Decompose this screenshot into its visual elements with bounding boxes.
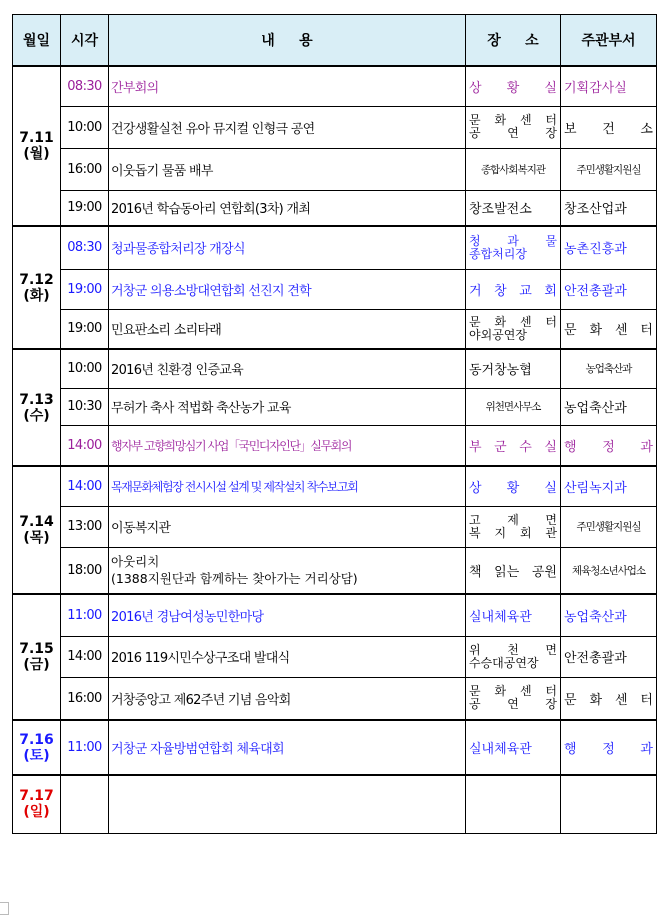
day-date: 7.17	[19, 788, 54, 805]
event-dept	[561, 775, 657, 833]
schedule-row	[13, 148, 657, 190]
event-dept	[561, 547, 657, 594]
schedule-row	[13, 349, 657, 388]
day-weekday: (금)	[23, 657, 50, 673]
event-content	[109, 349, 466, 388]
event-dept	[561, 309, 657, 349]
event-dept-text: 농업축산과	[585, 363, 632, 376]
event-time: 13:00	[61, 506, 109, 547]
event-time: 08:30	[61, 66, 109, 106]
event-content	[109, 547, 466, 594]
event-place-line: 실내체육관	[469, 609, 532, 625]
event-dept	[561, 388, 657, 425]
event-content-note: (1388지원단과 함께하는 찾아가는 거리상담)	[111, 571, 358, 587]
day-cell	[13, 720, 61, 775]
event-place	[466, 309, 561, 349]
event-content-text: 이동복지관	[111, 521, 171, 536]
event-dept-text: 안전총괄과	[564, 283, 627, 299]
event-dept	[561, 720, 657, 775]
event-content	[109, 425, 466, 466]
event-place	[466, 425, 561, 466]
event-content-text: 무허가 축사 적법화 축산농가 교육	[111, 401, 291, 416]
schedule-row	[13, 775, 657, 833]
event-place-line: 문 화 센 터	[469, 314, 557, 329]
day-cell	[13, 594, 61, 720]
event-dept-text: 농업축산과	[564, 401, 627, 416]
event-time: 10:00	[61, 349, 109, 388]
event-time: 18:00	[61, 547, 109, 594]
weekly-schedule-table	[12, 14, 657, 834]
event-place	[466, 720, 561, 775]
event-place-line: 책 읽는 공원	[469, 564, 557, 580]
event-place-line: 위천면사무소	[485, 401, 541, 413]
schedule-row	[13, 547, 657, 594]
event-place-line: 거 창 교 회	[469, 283, 557, 299]
schedule-row	[13, 106, 657, 148]
event-content	[109, 775, 466, 833]
day-date: 7.15	[19, 641, 54, 657]
event-place	[466, 636, 561, 677]
day-date: 7.14	[19, 514, 54, 530]
event-content	[109, 466, 466, 506]
schedule-row	[13, 190, 657, 226]
event-dept	[561, 594, 657, 636]
event-place	[466, 594, 561, 636]
event-content-text: 목재문화체험장 전시시설 설계 및 제작설치 착수보고회	[111, 479, 358, 494]
event-dept-text: 문 화 센 터	[564, 323, 653, 339]
event-dept	[561, 636, 657, 677]
event-place	[466, 66, 561, 106]
event-time: 14:00	[61, 636, 109, 677]
event-place-line: 청 과 물	[469, 233, 557, 248]
event-place-line: 수승대공연장	[469, 655, 539, 670]
event-place-line: 공 연 장	[469, 126, 557, 140]
day-cell	[13, 66, 61, 226]
event-dept	[561, 466, 657, 506]
event-content-text: 2016 119시민수상구조대 발대식	[111, 651, 290, 666]
event-dept-text: 안전총괄과	[564, 651, 627, 666]
event-dept	[561, 425, 657, 466]
event-place	[466, 106, 561, 148]
event-dept	[561, 269, 657, 309]
event-content-text: 거창중앙고 제62주년 기념 음악회	[111, 692, 291, 708]
event-place-line: 위 천 면	[469, 642, 557, 657]
event-dept-text: 창조산업과	[564, 202, 627, 218]
day-weekday: (목)	[23, 530, 50, 546]
event-place-line: 문 화 센 터	[469, 684, 557, 699]
event-place	[466, 388, 561, 425]
schedule-row	[13, 594, 657, 636]
event-time: 14:00	[61, 425, 109, 466]
day-cell	[13, 466, 61, 594]
day-weekday: (토)	[23, 747, 50, 764]
event-time	[61, 775, 109, 833]
event-dept	[561, 66, 657, 106]
event-dept-text: 산림녹지과	[564, 480, 627, 496]
day-cell	[13, 349, 61, 466]
event-place-line: 문 화 센 터	[469, 113, 557, 127]
event-time: 11:00	[61, 594, 109, 636]
header-dept: 주관부서	[561, 15, 657, 67]
event-place	[466, 226, 561, 269]
event-content	[109, 106, 466, 148]
event-place-line: 창조발전소	[469, 202, 532, 218]
event-place	[466, 349, 561, 388]
event-content	[109, 677, 466, 720]
schedule-row	[13, 388, 657, 425]
event-content	[109, 720, 466, 775]
event-content	[109, 190, 466, 226]
event-time: 19:00	[61, 309, 109, 349]
event-content-text: 건강생활실천 유아 뮤지컬 인형극 공연	[111, 121, 315, 137]
schedule-row	[13, 309, 657, 349]
schedule-row	[13, 425, 657, 466]
event-content-text: 민요판소리 소리타래	[111, 323, 222, 339]
event-content	[109, 66, 466, 106]
event-content-text: 2016년 학습동아리 연합회(3차) 개최	[111, 202, 311, 218]
page-corner-marker	[0, 902, 9, 915]
event-content-text: 2016년 경남여성농민한마당	[111, 609, 264, 625]
schedule-row	[13, 66, 657, 106]
event-content	[109, 309, 466, 349]
event-dept-text: 기획감사실	[564, 80, 627, 96]
day-date: 7.16	[19, 731, 54, 748]
schedule-row	[13, 226, 657, 269]
event-time: 11:00	[61, 720, 109, 775]
event-dept	[561, 190, 657, 226]
day-cell	[13, 226, 61, 349]
event-dept-text: 농촌진흥과	[564, 242, 627, 258]
event-place	[466, 269, 561, 309]
event-dept-text: 행 정 과	[564, 439, 653, 455]
event-place-line: 종합사회복지관	[480, 163, 545, 176]
event-place-line: 상 황 실	[469, 480, 557, 496]
day-weekday: (월)	[23, 146, 50, 162]
event-content	[109, 506, 466, 547]
event-content	[109, 226, 466, 269]
schedule-sheet	[12, 14, 657, 834]
event-time: 08:30	[61, 226, 109, 269]
event-dept-text: 보 건 소	[564, 121, 653, 137]
event-content	[109, 269, 466, 309]
event-place	[466, 775, 561, 833]
event-place-line: 복 지 회 관	[469, 525, 557, 540]
event-dept	[561, 677, 657, 720]
day-date: 7.11	[19, 130, 54, 146]
schedule-row	[13, 466, 657, 506]
event-content	[109, 148, 466, 190]
event-place	[466, 506, 561, 547]
header-day: 월일	[13, 15, 61, 67]
day-weekday: (일)	[23, 804, 50, 821]
event-dept-text: 행 정 과	[564, 742, 653, 757]
event-content-text: 청과물종합처리장 개장식	[111, 242, 245, 258]
event-dept-text: 주민생활지원실	[576, 163, 641, 176]
event-place	[466, 190, 561, 226]
header-time: 시각	[61, 15, 109, 67]
event-place-line: 동거창농협	[469, 363, 532, 379]
event-time: 16:00	[61, 148, 109, 190]
event-dept	[561, 226, 657, 269]
event-content	[109, 388, 466, 425]
event-content	[109, 594, 466, 636]
event-dept-text: 주민생활지원실	[576, 521, 641, 533]
schedule-row	[13, 677, 657, 720]
event-place	[466, 677, 561, 720]
schedule-body	[13, 66, 657, 833]
day-weekday: (수)	[23, 407, 50, 424]
schedule-row	[13, 720, 657, 775]
event-place-line: 종합처리장	[469, 246, 527, 261]
event-time: 16:00	[61, 677, 109, 720]
event-place-line: 고 제 면	[469, 512, 557, 527]
event-dept-text: 농업축산과	[564, 609, 627, 625]
day-cell	[13, 775, 61, 833]
event-content-text: 거창군 의용소방대연합회 선진지 견학	[111, 283, 312, 299]
event-dept	[561, 349, 657, 388]
day-weekday: (화)	[23, 287, 50, 304]
event-place-line: 상 황 실	[469, 80, 557, 96]
event-time: 10:00	[61, 106, 109, 148]
header-row	[13, 15, 657, 67]
event-time: 19:00	[61, 190, 109, 226]
event-place	[466, 547, 561, 594]
schedule-row	[13, 269, 657, 309]
event-place	[466, 148, 561, 190]
header-place: 장 소	[466, 15, 561, 67]
event-place-line: 공 연 장	[469, 697, 557, 712]
event-place-line: 야외공연장	[469, 327, 527, 342]
schedule-row	[13, 506, 657, 547]
event-content-text: 거창군 자율방범연합회 체육대회	[111, 742, 284, 757]
event-dept	[561, 148, 657, 190]
event-dept-text: 문 화 센 터	[564, 692, 653, 708]
event-content-text: 2016년 친환경 인증교육	[111, 363, 244, 379]
event-content	[109, 636, 466, 677]
event-time: 10:30	[61, 388, 109, 425]
event-content-text: 이웃돕기 물품 배부	[111, 163, 213, 179]
event-dept	[561, 506, 657, 547]
event-content-text: 아웃리치	[111, 554, 160, 570]
event-content-text: 행자부 고향희망심기 사업「국민디자인단」실무회의	[111, 438, 352, 453]
event-place-line: 실내체육관	[469, 742, 532, 757]
event-place-line: 부 군 수 실	[469, 439, 557, 455]
day-date: 7.13	[19, 391, 54, 408]
event-dept-text: 체육청소년사업소	[571, 564, 646, 577]
event-time: 19:00	[61, 269, 109, 309]
header-content: 내 용	[109, 15, 466, 67]
day-date: 7.12	[19, 271, 54, 288]
event-place	[466, 466, 561, 506]
event-time: 14:00	[61, 466, 109, 506]
schedule-row	[13, 636, 657, 677]
event-dept	[561, 106, 657, 148]
event-content-text: 간부회의	[111, 80, 159, 96]
